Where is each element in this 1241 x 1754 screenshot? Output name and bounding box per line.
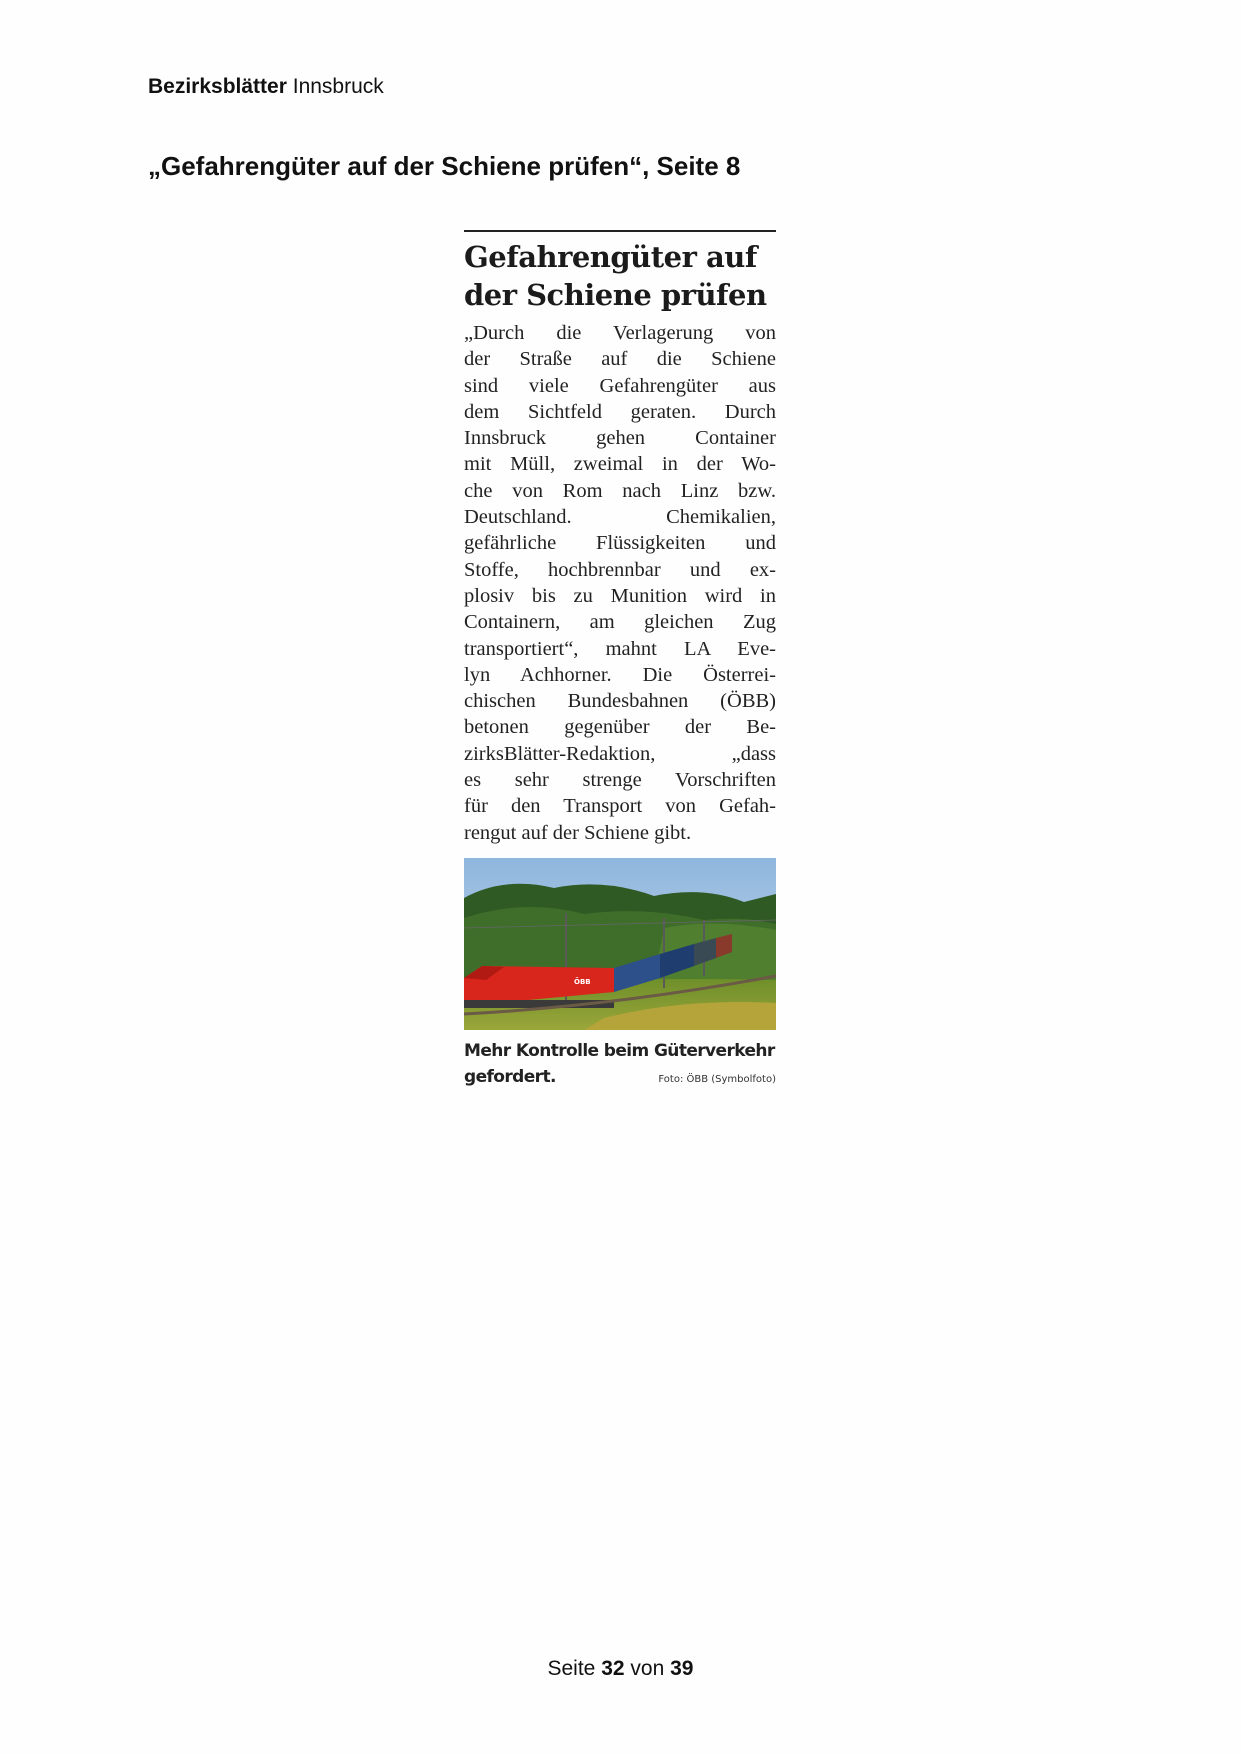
body-line: es sehr strenge Vorschriften [464, 769, 776, 792]
publication-name: Bezirksblätter [148, 75, 287, 98]
caption-line: Mehr Kontrolle beim Güterverkehr [464, 1040, 775, 1061]
photo-credit: Foto: ÖBB (Symbolfoto) [658, 1073, 776, 1085]
body-line: betonen gegenüber der Be- [464, 716, 776, 739]
body-line: chischen Bundesbahnen (ÖBB) [464, 690, 776, 713]
body-line: rengut auf der Schiene gibt. [464, 821, 692, 844]
locomotive-logo: ÖBB [574, 977, 591, 986]
body-line: für den Transport von Gefah- [464, 795, 776, 818]
footer-middle: von [630, 1657, 665, 1680]
article-headline [464, 238, 776, 314]
top-rule [464, 230, 776, 232]
body-line: gefährliche Flüssigkeiten und [464, 532, 776, 555]
body-line: Stoffe, hochbrennbar und ex- [464, 558, 776, 581]
body-line: dem Sichtfeld geraten. Durch [464, 400, 776, 423]
page-footer [0, 1656, 1241, 1682]
body-line: zirksBlätter-Redaktion, „dass [464, 742, 776, 765]
photo-caption [464, 1038, 776, 1093]
body-line: che von Rom nach Linz bzw. [464, 479, 776, 502]
train-photo-illustration [464, 858, 776, 1030]
body-line: mit Müll, zweimal in der Wo- [464, 453, 776, 476]
body-line: transportiert“, mahnt LA Eve- [464, 637, 776, 660]
publication-location: Innsbruck [292, 75, 384, 98]
page-total: 39 [670, 1657, 694, 1680]
headline-line: der Schiene prüfen [464, 278, 767, 312]
article-body [464, 320, 776, 846]
body-line: „Durch die Verlagerung von [464, 322, 776, 344]
caption-line: gefordert. [464, 1066, 556, 1087]
train-photo [464, 858, 776, 1030]
document-title: „Gefahrengüter auf der Schiene prüfen“, Seite 8 [148, 151, 741, 181]
headline-line: Gefahrengüter auf [464, 240, 757, 274]
body-line: lyn Achhorner. Die Österrei- [464, 663, 776, 686]
body-line: Deutschland. Chemikalien, [464, 506, 776, 529]
article-clipping [464, 230, 776, 1093]
footer-prefix: Seite [547, 1657, 596, 1680]
page-number: 32 [601, 1657, 625, 1680]
publication-source [148, 74, 384, 100]
body-line: Innsbruck gehen Container [464, 427, 776, 450]
body-line: Containern, am gleichen Zug [464, 611, 776, 634]
body-line: sind viele Gefahrengüter aus [464, 374, 776, 397]
body-line: plosiv bis zu Munition wird in [464, 584, 776, 607]
body-line: der Straße auf die Schiene [464, 348, 776, 371]
